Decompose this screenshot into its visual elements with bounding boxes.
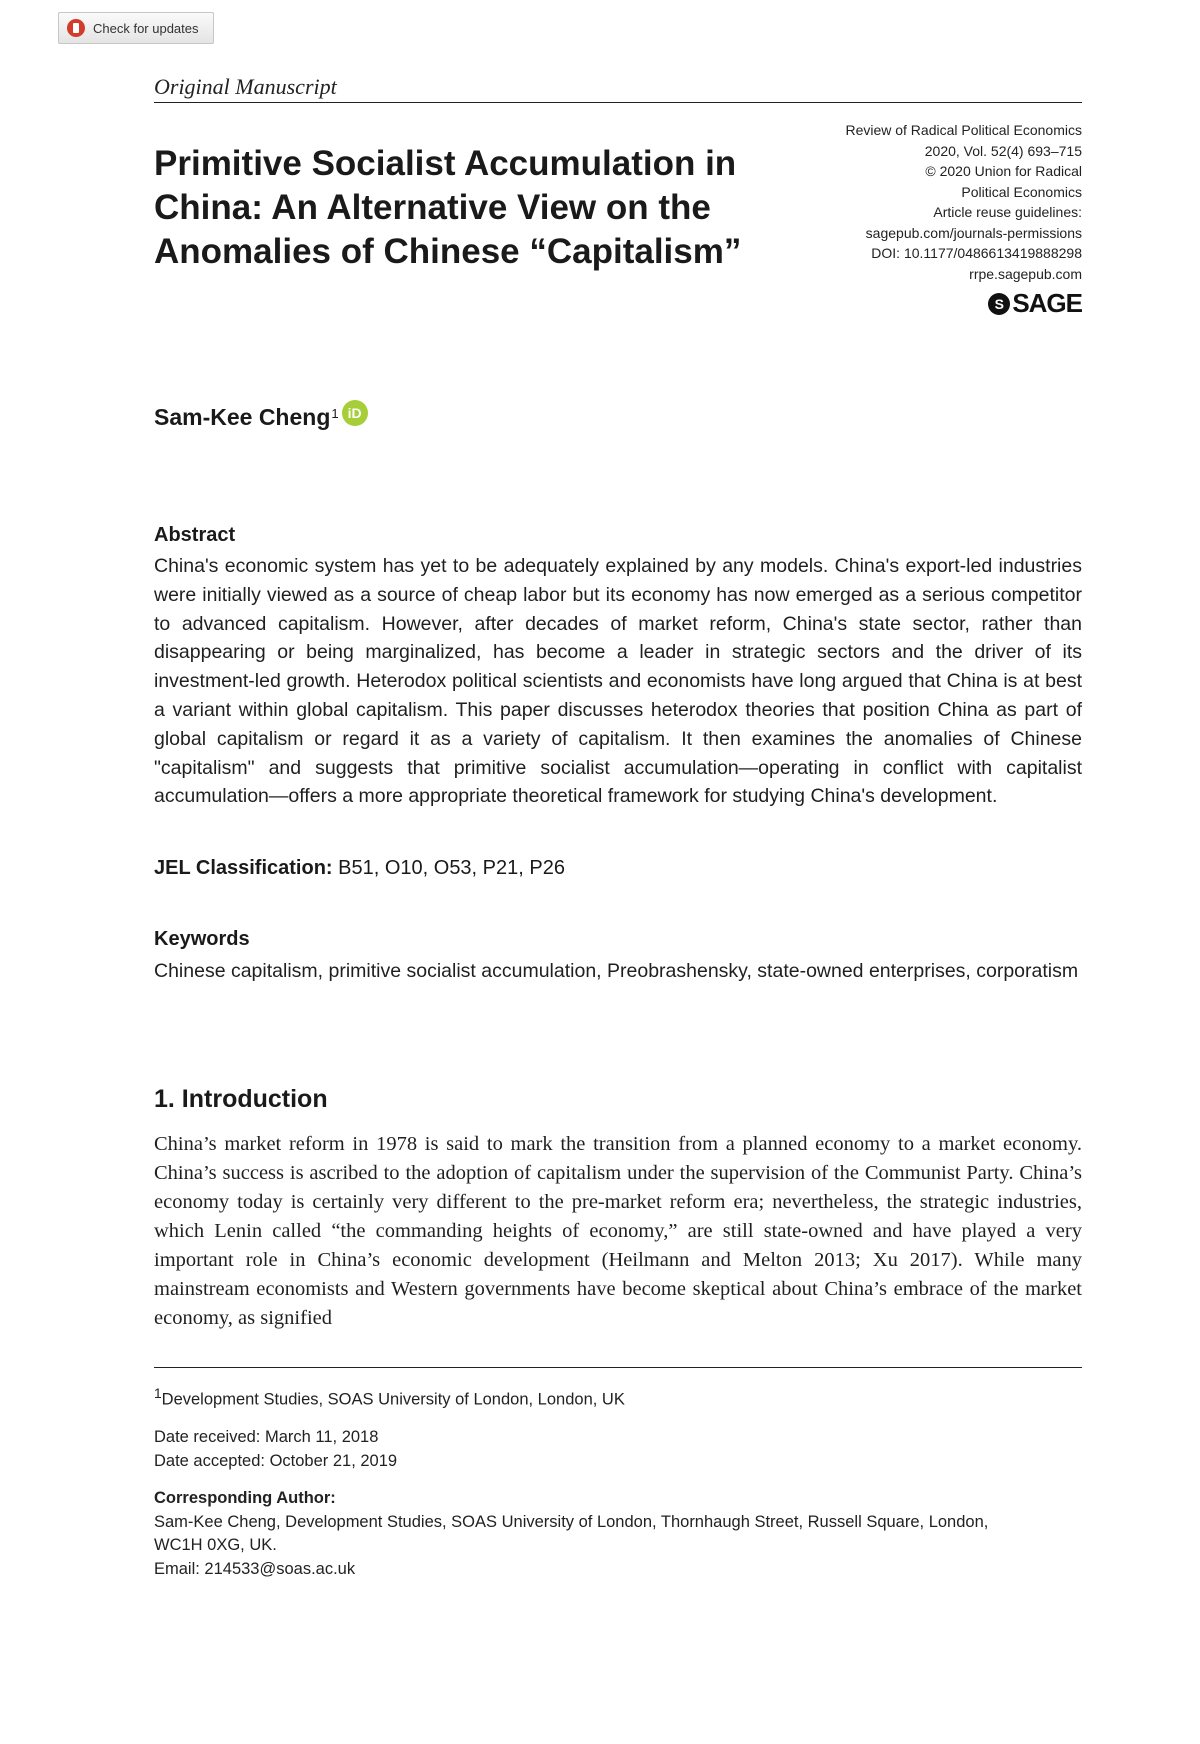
header-rule xyxy=(154,102,1082,103)
paper-title: Primitive Socialist Accumulation in China: An Alternative View on the Anomalies of Chinese “Capitalism” xyxy=(154,144,742,271)
reuse-label: Article reuse guidelines: xyxy=(933,204,1082,220)
bookmark-icon xyxy=(67,19,85,37)
permissions-link[interactable]: sagepub.com/journals-permissions xyxy=(865,224,1082,241)
introduction-heading: 1. Introduction xyxy=(154,1085,328,1113)
keywords-heading: Keywords xyxy=(154,928,250,950)
doi-link[interactable]: DOI: 10.1177/0486613419888298 xyxy=(871,245,1082,261)
journal-name: Review of Radical Political Economics xyxy=(845,122,1082,138)
author-line xyxy=(154,404,368,431)
journal-info xyxy=(782,120,1082,284)
journal-url-link[interactable]: rrpe.sagepub.com xyxy=(969,265,1082,282)
corresponding-email[interactable]: Email: 214533@soas.ac.uk xyxy=(154,1559,356,1578)
affiliation-footnote xyxy=(154,1382,1082,1412)
abstract-text: China's economic system has yet to be adequately explained by any models. China's export-led industries were initially viewed as a source of cheap labor but its economy has now emerged as a serious competitor to advanced capitalism. However, after decades of market reform, China's state sector, rather than disappearing or being marginalized, has become a leader in strategic sectors and the driver of its investment-led growth. Heterodox political scientists and economists have long argued that China is at best a variant within global capitalism. This paper discusses heterodox theories that position China as part of global capitalism or regard it as a variety of capitalism. It then examines the anomalies of Chinese "capitalism" and suggests that primitive socialist accumulation—operating in conflict with capitalist accumulation—offers a more appropriate theoretical framework for studying China's development. xyxy=(154,555,1082,808)
author-name: Sam-Kee Cheng xyxy=(154,404,331,430)
footnote-rule xyxy=(154,1367,1082,1368)
check-for-updates-label: Check for updates xyxy=(93,20,199,36)
jel-codes: B51, O10, O53, P21, P26 xyxy=(338,857,565,879)
footnotes xyxy=(154,1382,1082,1581)
corresponding-author-label: Corresponding Author: xyxy=(154,1489,336,1507)
journal-volume: 2020, Vol. 52(4) 693–715 xyxy=(924,142,1082,159)
sage-mark-icon: S xyxy=(988,293,1010,315)
keywords-text: Chinese capitalism, primitive socialist accumulation, Preobrashensky, state-owned enterprises, corporatism xyxy=(154,960,1079,982)
sage-logo xyxy=(988,288,1082,319)
footnote-mark: 1 xyxy=(154,1386,162,1401)
corresponding-address-line-1: Sam-Kee Cheng, Development Studies, SOAS University of London, Thornhaugh Street, Russell Square, London, xyxy=(154,1512,989,1531)
corresponding-address-line-2: WC1H 0XG, UK. xyxy=(154,1536,277,1554)
affiliation-text: Development Studies, SOAS University of London, London, UK xyxy=(161,1390,625,1409)
date-received: Date received: March 11, 2018 xyxy=(154,1428,379,1446)
jel-classification xyxy=(154,857,565,880)
introduction-text: China’s market reform in 1978 is said to mark the transition from a planned economy to a market economy. China’s success is ascribed to the adoption of capitalism under the supervision of the Communist Party. China’s economy today is certainly very different to the pre-market reform era; nevertheless, the strategic industries, which Lenin called “the commanding heights of economy,” are still state-owned and have played a very important role in China’s economic development (Heilmann and Melton 2013; Xu 2017). While many mainstream economists and Western governments have become skeptical about China’s embrace of the market economy, as signified xyxy=(154,1133,1082,1329)
copyright-holder: Political Economics xyxy=(961,183,1082,200)
sage-wordmark: SAGE xyxy=(1012,288,1082,318)
check-for-updates-badge[interactable] xyxy=(58,12,214,44)
date-accepted: Date accepted: October 21, 2019 xyxy=(154,1451,398,1470)
abstract-heading: Abstract xyxy=(154,524,236,546)
orcid-icon[interactable]: iD xyxy=(342,400,368,426)
copyright-line: © 2020 Union for Radical xyxy=(925,163,1082,179)
author-affiliation-mark: 1 xyxy=(331,406,339,421)
jel-label: JEL Classification: xyxy=(154,857,333,879)
section-label: Original Manuscript xyxy=(154,74,337,99)
